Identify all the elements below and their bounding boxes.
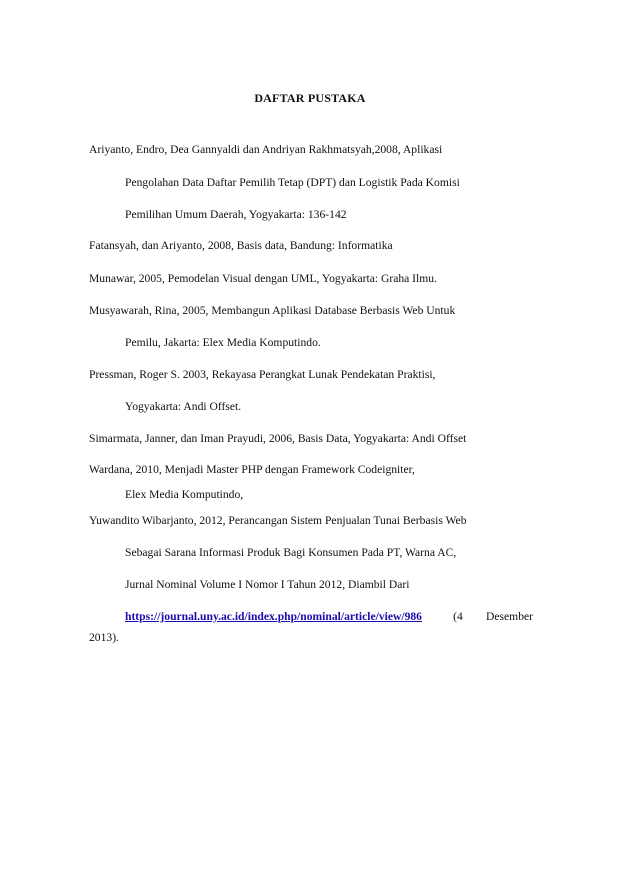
journal-link[interactable]: https://journal.uny.ac.id/index.php/nominal/article/view/986 — [125, 610, 422, 623]
reference-line-continued: Pemilu, Jakarta: Elex Media Komputindo. — [125, 336, 321, 349]
reference-line: Pressman, Roger S. 2003, Rekayasa Perangkat Lunak Pendekatan Praktisi, — [89, 368, 436, 381]
reference-line-continued: Elex Media Komputindo, — [125, 488, 244, 501]
reference-line-continued: 2013). — [89, 631, 119, 644]
reference-line: Yuwandito Wibarjanto, 2012, Perancangan Sistem Penjualan Tunai Berbasis Web — [89, 514, 467, 527]
reference-line-continued: Sebagai Sarana Informasi Produk Bagi Konsumen Pada PT, Warna AC, — [125, 546, 457, 559]
reference-line: Munawar, 2005, Pemodelan Visual dengan UML, Yogyakarta: Graha Ilmu. — [89, 272, 437, 285]
reference-line-continued: Pengolahan Data Daftar Pemilih Tetap (DPT) dan Logistik Pada Komisi — [125, 176, 460, 189]
reference-line-continued: Yogyakarta: Andi Offset. — [125, 400, 242, 413]
reference-line: Musyawarah, Rina, 2005, Membangun Aplikasi Database Berbasis Web Untuk — [89, 304, 456, 317]
reference-line: Wardana, 2010, Menjadi Master PHP dengan Framework Codeigniter, — [89, 463, 415, 476]
reference-line: Simarmata, Janner, dan Iman Prayudi, 2006, Basis Data, Yogyakarta: Andi Offset — [89, 432, 467, 445]
reference-line: Ariyanto, Endro, Dea Gannyaldi dan Andriyan Rakhmatsyah,2008, Aplikasi — [89, 143, 443, 156]
access-date-part: (4 — [453, 610, 463, 623]
access-date-part: Desember — [486, 610, 533, 623]
page-title: DAFTAR PUSTAKA — [254, 91, 366, 105]
reference-line: Fatansyah, dan Ariyanto, 2008, Basis data, Bandung: Informatika — [89, 239, 393, 252]
reference-link-row — [125, 610, 533, 624]
reference-line-continued: Jurnal Nominal Volume I Nomor I Tahun 2012, Diambil Dari — [125, 578, 410, 591]
reference-line-continued: Pemilihan Umum Daerah, Yogyakarta: 136-142 — [125, 208, 347, 221]
